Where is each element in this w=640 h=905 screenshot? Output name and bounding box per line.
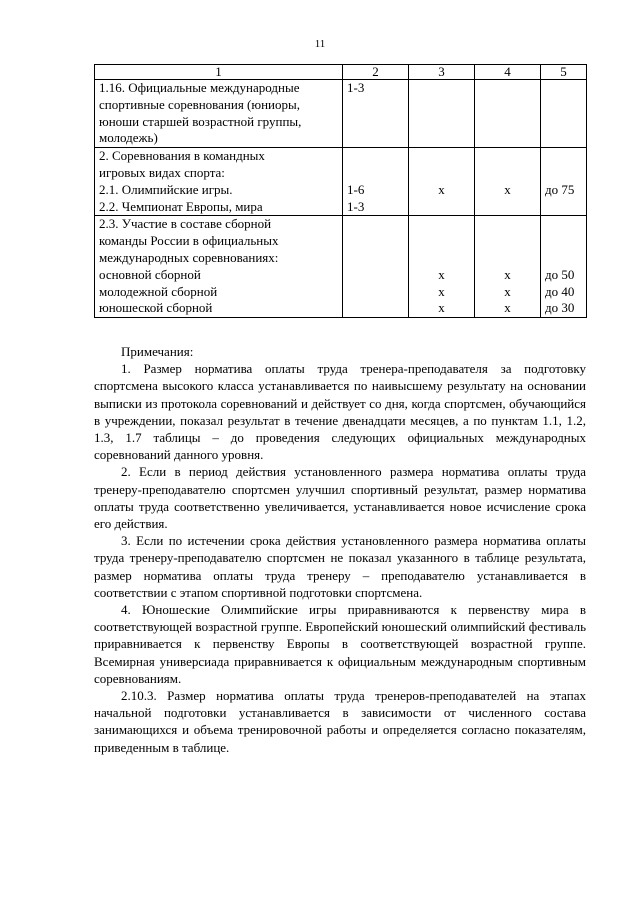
cell-line: до 40 bbox=[545, 283, 575, 299]
cell-line bbox=[413, 199, 470, 216]
notes-heading: Примечания: bbox=[121, 344, 194, 359]
cell-line: юношеской сборной bbox=[99, 300, 213, 316]
table-cell bbox=[475, 80, 541, 148]
cell-line: x bbox=[504, 181, 511, 197]
cell-line bbox=[545, 216, 582, 233]
note-paragraph: 3. Если по истечении срока действия установленного размера норматива оплаты труда тренеру-преподавателю спортсмен не показал указанного в таблице результата, размер норматива оплаты труда тренеру – преподавателю устанавливается в соответствии с этапом спортивной подготовки спортсмена. bbox=[94, 533, 586, 600]
cell-line: 1.16. Официальные международные bbox=[99, 80, 300, 95]
header-cell: 5 bbox=[541, 65, 587, 80]
header-cell: 1 bbox=[95, 65, 343, 80]
cell-line: молодежной сборной bbox=[99, 283, 218, 299]
cell-line: игровых видах спорта: bbox=[99, 164, 225, 180]
table-cell bbox=[95, 216, 343, 318]
cell-line bbox=[479, 165, 536, 182]
cell-line: x bbox=[438, 181, 445, 197]
cell-line: спортивные соревнования (юниоры, bbox=[99, 96, 300, 112]
table-row bbox=[95, 216, 587, 318]
cell-line: x bbox=[504, 283, 511, 299]
cell-line bbox=[479, 148, 536, 165]
cell-line: x bbox=[504, 300, 511, 316]
cell-line: до 50 bbox=[545, 266, 575, 282]
header-cell: 4 bbox=[475, 65, 541, 80]
cell-line: x bbox=[438, 266, 445, 282]
table-cell bbox=[409, 216, 475, 318]
page-number: 11 bbox=[314, 38, 326, 50]
cell-line: x bbox=[438, 300, 445, 316]
cell-line bbox=[413, 165, 470, 182]
cell-line bbox=[413, 233, 470, 250]
table-cell bbox=[343, 216, 409, 318]
table-row bbox=[95, 148, 587, 216]
table-cell bbox=[541, 80, 587, 148]
cell-line: юноши старшей возрастной группы, bbox=[99, 113, 302, 129]
notes-section bbox=[94, 343, 586, 756]
table-cell bbox=[343, 80, 409, 148]
cell-line: 2.1. Олимпийские игры. bbox=[99, 181, 233, 197]
cell-line: 2. Соревнования в командных bbox=[99, 148, 265, 164]
cell-line bbox=[479, 199, 536, 216]
header-cell: 2 bbox=[343, 65, 409, 80]
cell-line bbox=[479, 216, 536, 233]
cell-line bbox=[545, 199, 582, 216]
cell-line bbox=[347, 165, 404, 182]
table-cell bbox=[475, 148, 541, 216]
cell-line bbox=[545, 165, 582, 182]
note-paragraph: 1. Размер норматива оплаты труда тренера-преподавателя за подготовку спортсмена высокого класса устанавливается по наивысшему результату на основании выписки из протокола соревнований и действует со дня, когда спортсмен, обучающийся в учреждении, показал результат в течение двенадцати месяцев, а по пунктам 1.1, 1.2, 1.3, 1.7 таблицы – до проведения следующих официальных международных соревнований данного уровня. bbox=[94, 361, 586, 463]
cell-line bbox=[479, 233, 536, 250]
cell-line: молодежь) bbox=[99, 130, 158, 146]
cell-line bbox=[545, 250, 582, 267]
cell-line: 2.2. Чемпионат Европы, мира bbox=[99, 198, 263, 214]
note-paragraph: 2. Если в период действия установленного размера норматива оплаты труда тренеру-преподавателю спортсмен улучшил спортивный результат, размер норматива оплаты труда соответственно увеличивается, устанавливается новое исчисление срока его действия. bbox=[94, 464, 586, 532]
cell-line: 1-3 bbox=[347, 80, 365, 95]
table-cell bbox=[343, 148, 409, 216]
table-cell bbox=[409, 80, 475, 148]
cell-line bbox=[347, 148, 404, 165]
cell-line: основной сборной bbox=[99, 266, 201, 282]
table-cell bbox=[475, 216, 541, 318]
cell-line: до 30 bbox=[545, 300, 575, 316]
table-cell bbox=[95, 148, 343, 216]
cell-line: x bbox=[504, 266, 511, 282]
cell-line bbox=[413, 148, 470, 165]
cell-line: команды России в официальных bbox=[99, 233, 279, 249]
section-paragraph: 2.10.3. Размер норматива оплаты труда тренеров-преподавателей на этапах начальной подготовки устанавливается в зависимости от численного состава занимающихся и объема тренировочной работы и определяется согласно показателям, приведенным в таблице. bbox=[94, 688, 586, 755]
table-cell bbox=[409, 148, 475, 216]
table-row bbox=[95, 80, 587, 148]
cell-line: 2.3. Участие в составе сборной bbox=[99, 216, 272, 232]
cell-line: 1-3 bbox=[347, 198, 365, 214]
table-cell bbox=[541, 216, 587, 318]
table-header-row bbox=[95, 65, 587, 80]
cell-line: 1-6 bbox=[347, 181, 365, 197]
note-paragraph: 4. Юношеские Олимпийские игры приравниваются к первенству мира в соответствующей возрастной группе. Европейский юношеский олимпийский фестиваль приравнивается к первенству Европы в соответствующей возрастной группе. Всемирная универсиада приравнивается к официальным международным спортивным соревнованиям. bbox=[94, 602, 586, 686]
table-cell bbox=[541, 148, 587, 216]
table-cell bbox=[95, 80, 343, 148]
cell-line: международных соревнованиях: bbox=[99, 249, 279, 265]
cell-line bbox=[413, 250, 470, 267]
cell-line: x bbox=[438, 283, 445, 299]
cell-line bbox=[413, 216, 470, 233]
cell-line bbox=[545, 233, 582, 250]
norms-table bbox=[94, 64, 587, 318]
cell-line bbox=[545, 148, 582, 165]
cell-line: до 75 bbox=[545, 181, 575, 197]
cell-line bbox=[479, 250, 536, 267]
header-cell: 3 bbox=[409, 65, 475, 80]
